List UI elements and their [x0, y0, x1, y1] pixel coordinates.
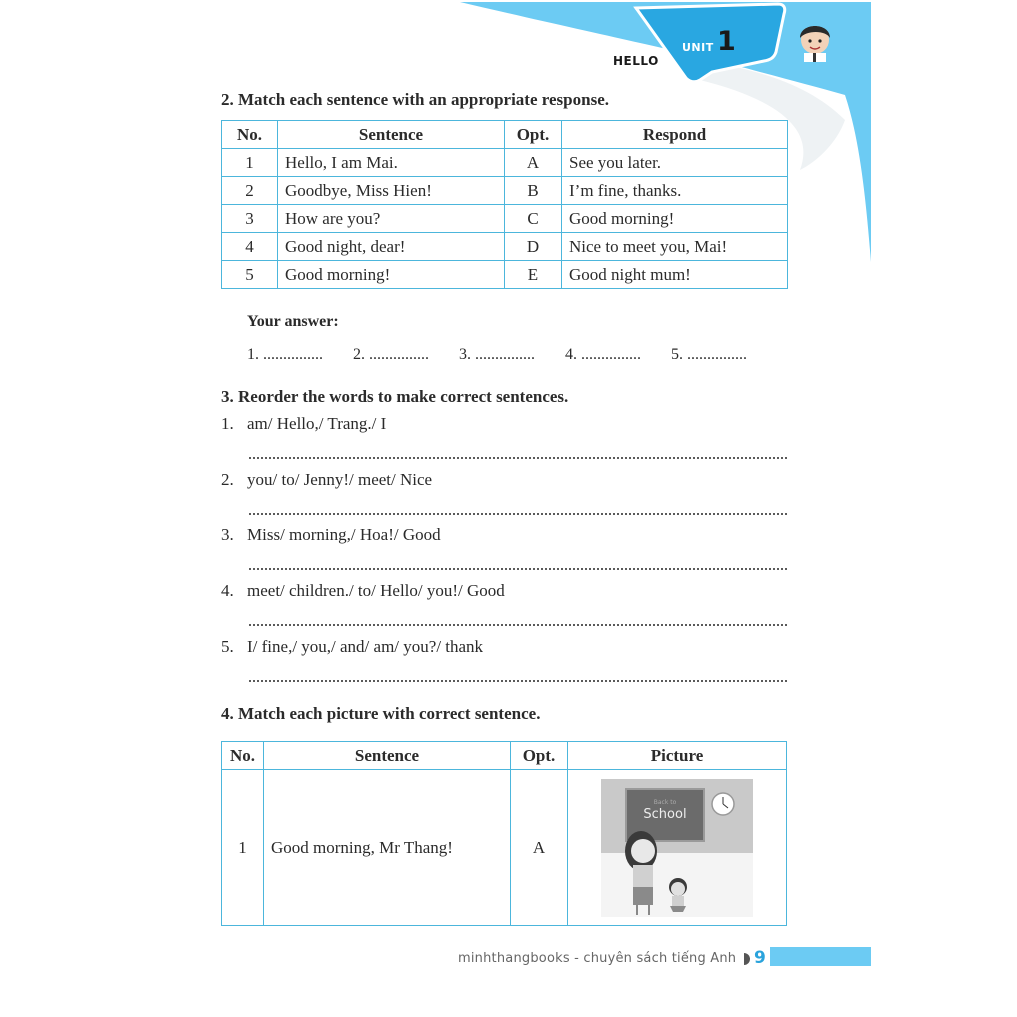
- column-header-opt: Opt.: [505, 121, 562, 149]
- row-opt: A: [511, 770, 568, 926]
- clock-icon: [712, 793, 734, 815]
- row-no: 1: [222, 770, 264, 926]
- item-words: meet/ children./ to/ Hello/ you!/ Good: [247, 581, 505, 600]
- item-words: am/ Hello,/ Trang./ I: [247, 414, 387, 433]
- reorder-item: [221, 581, 505, 601]
- row-picture-cell: [568, 770, 787, 926]
- unit-label: UNIT: [682, 41, 714, 54]
- unit-number: 1: [717, 26, 736, 57]
- footer-accent-bar: [770, 947, 871, 966]
- column-header-no: No.: [222, 121, 278, 149]
- column-header-respond: Respond: [562, 121, 788, 149]
- item-number: 1.: [221, 414, 234, 433]
- table-row: [222, 177, 788, 205]
- item-number: 5.: [221, 637, 234, 656]
- column-header-no: No.: [222, 742, 264, 770]
- row-sentence: Good night, dear!: [278, 233, 505, 261]
- item-number: 2.: [221, 470, 234, 489]
- answer-blank-4[interactable]: 4. ...............: [565, 346, 641, 363]
- row-sentence: Good morning, Mr Thang!: [264, 770, 511, 926]
- answer-line[interactable]: [249, 678, 787, 682]
- table-header-row: [222, 121, 788, 149]
- answer-blanks: [247, 346, 777, 364]
- table-row: [222, 233, 788, 261]
- exercise-4-title: 4. Match each picture with correct sentence.: [221, 704, 541, 723]
- item-number: 4.: [221, 581, 234, 600]
- row-no: 5: [222, 261, 278, 289]
- page-number: 9: [754, 948, 766, 968]
- column-header-sentence: Sentence: [278, 121, 505, 149]
- row-sentence: How are you?: [278, 205, 505, 233]
- column-header-opt: Opt.: [511, 742, 568, 770]
- answer-blank-2[interactable]: 2. ...............: [353, 346, 429, 363]
- row-opt: C: [505, 205, 562, 233]
- answer-blank-1[interactable]: 1. ...............: [247, 346, 323, 363]
- board-text-small: Back to: [653, 798, 677, 806]
- row-respond: Nice to meet you, Mai!: [562, 233, 788, 261]
- answer-blank-5[interactable]: 5. ...............: [671, 346, 747, 363]
- item-words: Miss/ morning,/ Hoa!/ Good: [247, 525, 441, 544]
- board-text-big: School: [643, 806, 687, 822]
- answer-line[interactable]: [249, 455, 787, 459]
- row-no: 3: [222, 205, 278, 233]
- page-marker-icon: [744, 953, 750, 965]
- row-opt: B: [505, 177, 562, 205]
- reorder-item: [221, 470, 432, 490]
- exercise-2-title: 2. Match each sentence with an appropriate response.: [221, 90, 609, 109]
- table-row: [222, 770, 787, 926]
- reorder-item: [221, 414, 386, 434]
- table-row: [222, 205, 788, 233]
- publisher-text: minhthangbooks - chuyên sách tiếng Anh: [458, 951, 737, 966]
- item-words: I/ fine,/ you,/ and/ am/ you?/ thank: [247, 637, 484, 656]
- boy-character-icon: [800, 26, 830, 62]
- column-header-sentence: Sentence: [264, 742, 511, 770]
- classroom-picture: [601, 779, 753, 917]
- column-header-picture: Picture: [568, 742, 787, 770]
- row-respond: See you later.: [562, 149, 788, 177]
- your-answer-label: Your answer:: [247, 313, 339, 330]
- row-respond: Good night mum!: [562, 261, 788, 289]
- row-sentence: Goodbye, Miss Hien!: [278, 177, 505, 205]
- answer-line[interactable]: [249, 622, 787, 626]
- answer-line[interactable]: [249, 511, 787, 515]
- match-response-table: [221, 120, 788, 289]
- answer-line[interactable]: [249, 566, 787, 570]
- row-respond: I’m fine, thanks.: [562, 177, 788, 205]
- row-no: 4: [222, 233, 278, 261]
- table-row: [222, 149, 788, 177]
- row-no: 2: [222, 177, 278, 205]
- reorder-item: [221, 525, 441, 545]
- row-opt: D: [505, 233, 562, 261]
- classroom-illustration: [601, 779, 753, 917]
- row-opt: E: [505, 261, 562, 289]
- table-row: [222, 261, 788, 289]
- item-number: 3.: [221, 525, 234, 544]
- answer-blank-3[interactable]: 3. ...............: [459, 346, 535, 363]
- unit-title: HELLO: [613, 54, 659, 68]
- reorder-item: [221, 637, 483, 657]
- row-respond: Good morning!: [562, 205, 788, 233]
- row-sentence: Good morning!: [278, 261, 505, 289]
- item-words: you/ to/ Jenny!/ meet/ Nice: [247, 470, 433, 489]
- table-header-row: [222, 742, 787, 770]
- row-no: 1: [222, 149, 278, 177]
- row-sentence: Hello, I am Mai.: [278, 149, 505, 177]
- match-picture-table: [221, 741, 787, 926]
- exercise-3-title: 3. Reorder the words to make correct sentences.: [221, 387, 569, 406]
- row-opt: A: [505, 149, 562, 177]
